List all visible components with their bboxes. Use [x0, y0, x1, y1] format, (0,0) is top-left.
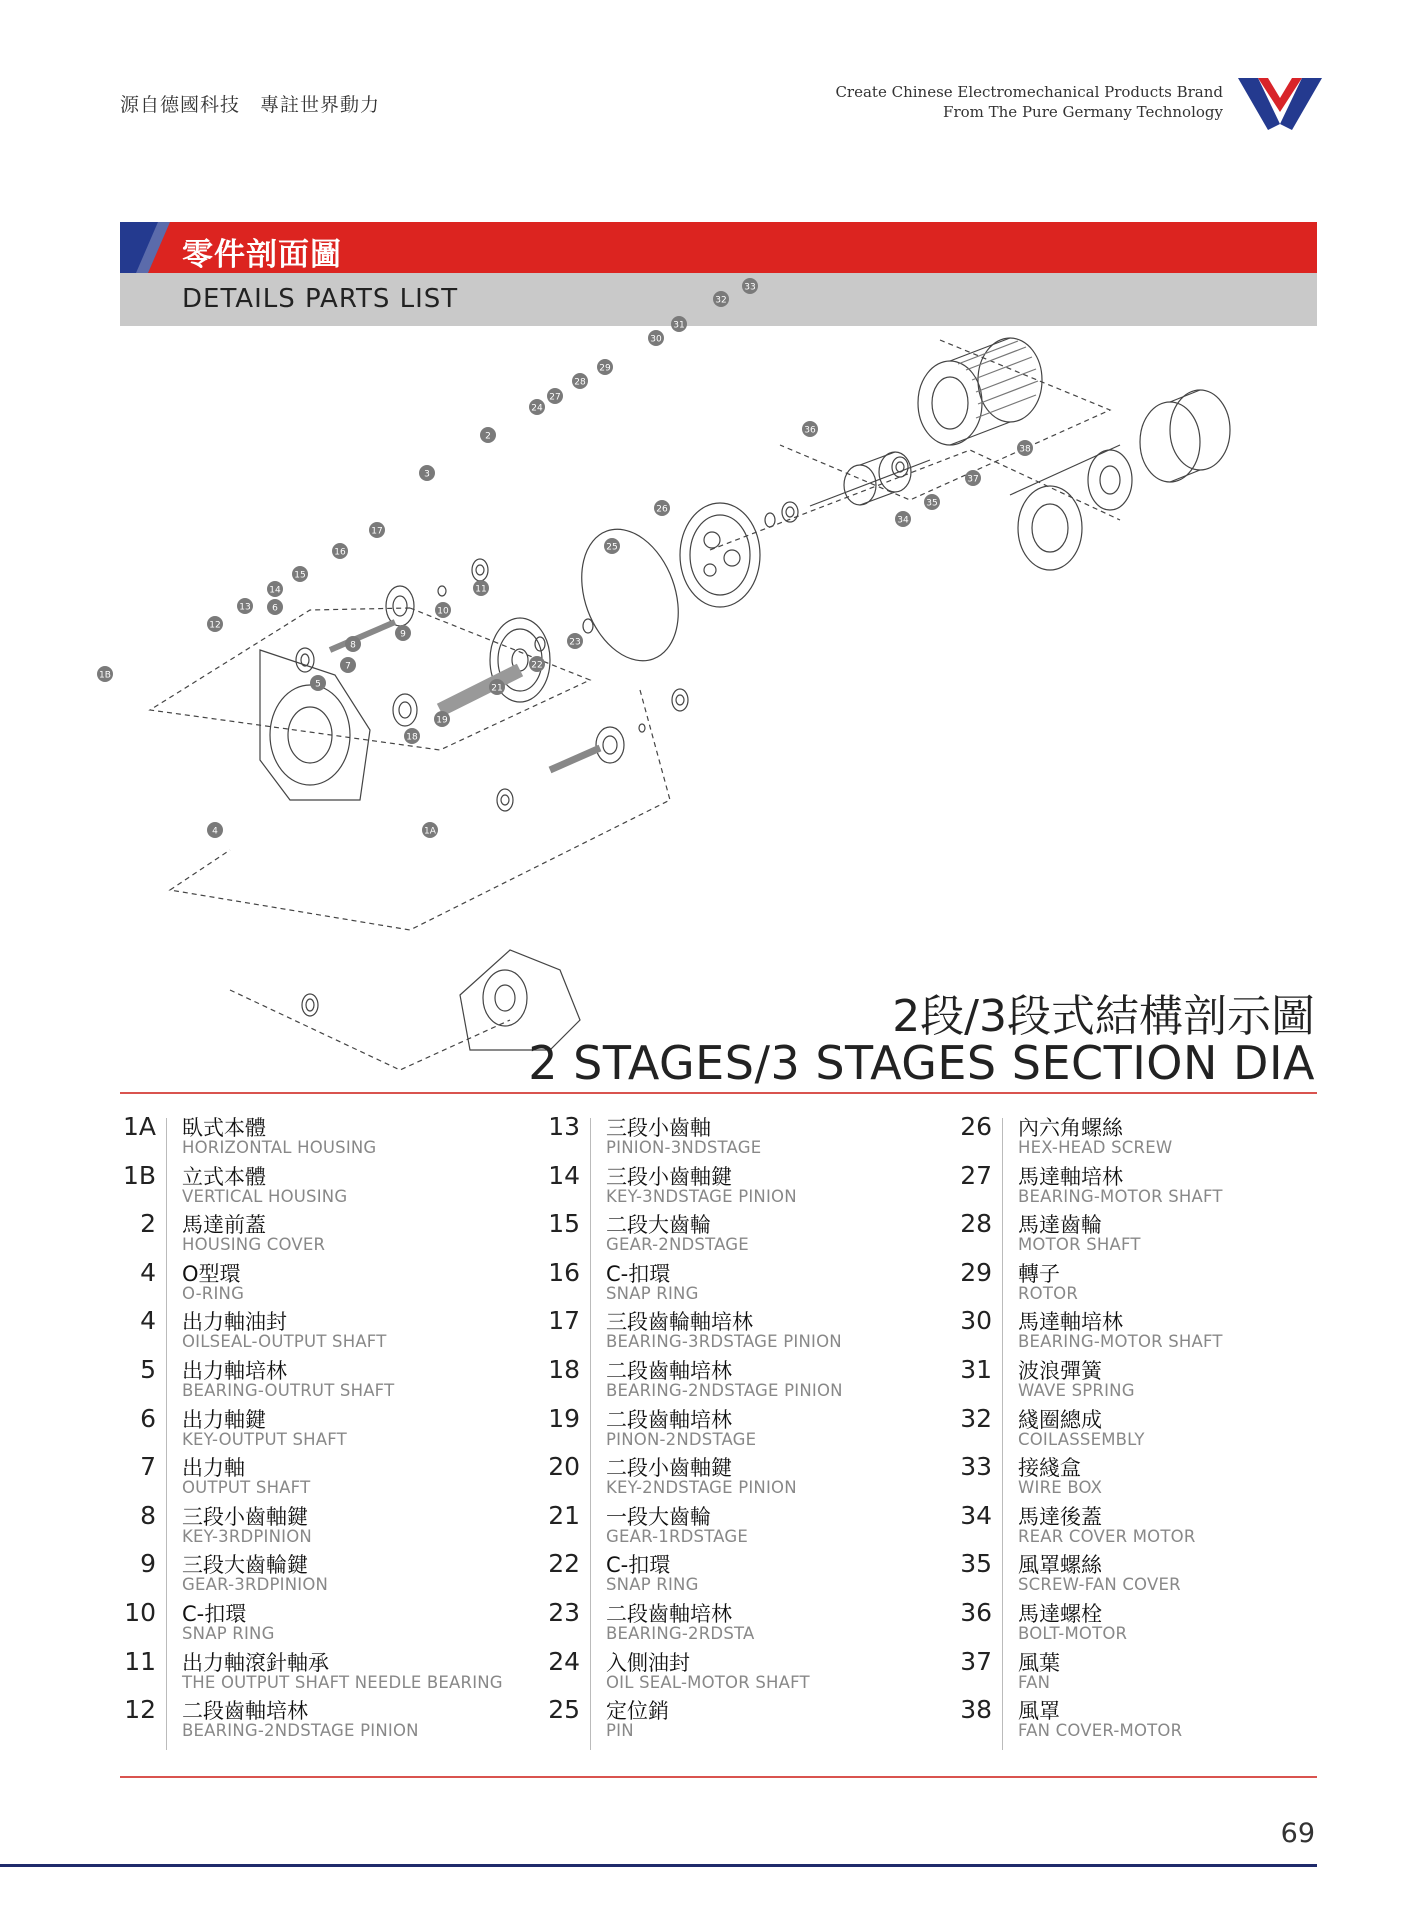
part-name-cn: 波浪彈簧 [1018, 1358, 1102, 1383]
part-row [940, 1693, 1360, 1742]
part-row [940, 1499, 1360, 1548]
part-number: 10 [124, 1597, 156, 1627]
part-name-en: MOTOR SHAFT [1018, 1235, 1141, 1255]
part-name-en: BEARING-MOTOR SHAFT [1018, 1332, 1223, 1352]
callout-label: 32 [715, 295, 727, 306]
part-number: 13 [548, 1112, 580, 1141]
callout-12 [207, 616, 223, 632]
callout-33 [742, 278, 758, 294]
part-row [940, 1159, 1360, 1208]
callout-11 [473, 580, 489, 596]
callout-28 [572, 373, 588, 389]
part-name-en: OIL SEAL-MOTOR SHAFT [606, 1672, 810, 1692]
logo-left-blue [1238, 78, 1280, 130]
part-name-cn: 綫圈總成 [1018, 1407, 1102, 1432]
part-name-cn: 馬達齒輪 [1018, 1213, 1102, 1238]
part-name-en: BEARING-MOTOR SHAFT [1018, 1186, 1223, 1206]
part-name-en: BEARING-3RDSTAGE PINION [606, 1332, 842, 1352]
part-row [940, 1596, 1360, 1645]
part-row [940, 1256, 1360, 1305]
callout-30 [648, 330, 664, 346]
part-name-en: ROTOR [1018, 1283, 1078, 1303]
oil-seal-24 [765, 513, 775, 527]
part-name-en: BEARING-2NDSTAGE PINION [182, 1721, 419, 1741]
part-number: 12 [124, 1695, 156, 1725]
snap-ring-16 [438, 586, 446, 596]
part-row [528, 1645, 948, 1694]
fan-cover [1170, 390, 1230, 470]
o-ring-3 [564, 516, 695, 675]
needle-bearing-11 [583, 619, 593, 633]
part-number: 22 [548, 1549, 580, 1579]
part-name-en: PIN [606, 1721, 634, 1741]
parts-column-2 [528, 1110, 948, 1742]
part-name-cn: C-扣環 [606, 1553, 671, 1578]
part-number: 19 [548, 1403, 580, 1433]
callout-label: 37 [967, 474, 979, 485]
part-row [940, 1645, 1360, 1694]
callout-22 [529, 656, 545, 672]
part-number: 35 [960, 1549, 992, 1579]
callout-label: 24 [531, 403, 543, 414]
part-name-en: BEARING-2RDSTA [606, 1623, 755, 1643]
part-number: 1B [122, 1160, 156, 1190]
part-name-en: FAN [1018, 1672, 1051, 1692]
part-name-cn: 出力軸培林 [182, 1358, 287, 1383]
part-name-cn: 臥式本體 [182, 1116, 266, 1140]
callout-label: 17 [371, 526, 383, 537]
callout-label: 25 [606, 542, 618, 553]
callout-label: 18 [406, 732, 418, 743]
callout-1A [422, 822, 438, 838]
dashed-outline-fan [710, 450, 1120, 550]
part-row [104, 1256, 524, 1305]
callout-4 [207, 822, 223, 838]
dashed-outline-motor [780, 340, 1110, 500]
part-name-en: VERTICAL HOUSING [182, 1186, 348, 1206]
part-number: 18 [548, 1354, 580, 1384]
part-name-en: OILSEAL-OUTPUT SHAFT [182, 1332, 387, 1352]
motor-stator-front [918, 361, 982, 445]
part-number: 33 [960, 1452, 992, 1482]
header-slogan: 源自德國科技 專註世界動力 [120, 94, 381, 116]
part-name-cn: 風罩螺絲 [1018, 1553, 1102, 1578]
callout-label: 3 [424, 469, 430, 480]
callout-6 [267, 599, 283, 615]
callout-18 [404, 728, 420, 744]
page-number: 69 [1280, 1818, 1315, 1849]
banner-title-en: DETAILS PARTS LIST [182, 284, 459, 314]
part-number: 20 [548, 1452, 580, 1482]
callout-27 [547, 388, 563, 404]
part-name-en: BEARING-2NDSTAGE PINION [606, 1380, 843, 1400]
callout-label: 28 [574, 377, 586, 388]
output-shaft-7 [440, 670, 520, 710]
dashed-outline-housing [230, 990, 510, 1070]
gear-21 [596, 727, 624, 763]
part-name-en: REAR COVER MOTOR [1018, 1526, 1196, 1546]
part-number: 4 [140, 1257, 156, 1287]
part-number: 36 [960, 1597, 992, 1627]
part-name-cn: 馬達前蓋 [182, 1213, 266, 1238]
part-row [528, 1207, 948, 1256]
callout-label: 16 [334, 547, 346, 558]
callout-label: 13 [239, 602, 251, 613]
callout-3 [419, 465, 435, 481]
callout-23 [567, 633, 583, 649]
part-name-en: KEY-3RDPINION [182, 1526, 312, 1546]
callout-label: 30 [650, 334, 662, 345]
part-number: 2 [140, 1209, 156, 1239]
part-row [940, 1110, 1360, 1159]
part-row [528, 1450, 948, 1499]
callout-38 [1017, 440, 1033, 456]
motor-stator-back [978, 338, 1042, 422]
fan-37 [1088, 450, 1132, 510]
part-name-cn: 馬達軸培林 [1018, 1310, 1123, 1335]
banner-title-cn: 零件剖面圖 [182, 237, 342, 273]
callout-label: 36 [804, 425, 816, 436]
part-name-cn: 轉子 [1018, 1261, 1060, 1286]
part-name-cn: 三段小齒軸 [606, 1116, 711, 1140]
part-name-en: SNAP RING [606, 1575, 699, 1595]
callout-label: 26 [656, 504, 668, 515]
rotor-core [844, 465, 876, 505]
part-row [528, 1256, 948, 1305]
part-name-en: OUTPUT SHAFT [182, 1478, 311, 1498]
callout-layer [97, 278, 1033, 838]
callout-label: 21 [491, 683, 503, 694]
part-name-cn: 馬達螺栓 [1018, 1601, 1102, 1626]
part-name-cn: 接綫盒 [1018, 1456, 1081, 1481]
part-row [528, 1110, 948, 1159]
bearing-30 [892, 457, 908, 477]
part-name-en: THE OUTPUT SHAFT NEEDLE BEARING [182, 1672, 503, 1692]
part-row [940, 1547, 1360, 1596]
part-number: 28 [960, 1209, 992, 1239]
callout-13 [237, 598, 253, 614]
part-row [104, 1207, 524, 1256]
part-name-en: FAN COVER-MOTOR [1018, 1721, 1183, 1741]
part-row [104, 1499, 524, 1548]
part-name-en: PINION-3NDSTAGE [606, 1138, 762, 1157]
part-name-cn: 二段齒軸培林 [606, 1407, 732, 1432]
part-number: 29 [960, 1257, 992, 1287]
part-name-en: PINON-2NDSTAGE [606, 1429, 757, 1449]
part-name-cn: 風葉 [1018, 1650, 1060, 1675]
callout-label: 22 [531, 660, 543, 671]
part-name-en: HEX-HEAD SCREW [1018, 1138, 1173, 1157]
part-name-cn: 出力軸鍵 [182, 1407, 266, 1432]
part-name-en: WIRE BOX [1018, 1478, 1103, 1498]
callout-label: 31 [673, 320, 685, 331]
part-row [104, 1596, 524, 1645]
callout-label: 23 [569, 637, 581, 648]
part-name-cn: 三段小齒軸鍵 [606, 1164, 732, 1189]
vertical-housing-1B [260, 650, 370, 800]
callout-5 [310, 675, 326, 691]
part-name-cn: 出力軸油封 [182, 1310, 287, 1335]
callout-15 [292, 566, 308, 582]
section-title-cn: 2段/3段式結構剖示圖 [892, 991, 1315, 1042]
part-name-cn: 立式本體 [182, 1164, 266, 1189]
header-brand-tagline [835, 82, 1223, 122]
part-row [104, 1304, 524, 1353]
snap-ring-22 [639, 724, 645, 732]
part-number: 23 [548, 1597, 580, 1627]
part-name-cn: 三段小齒軸鍵 [182, 1504, 308, 1529]
callout-label: 4 [212, 826, 218, 837]
parts-top-rule [120, 1092, 1317, 1094]
part-name-en: KEY-2NDSTAGE PINION [606, 1478, 797, 1498]
part-name-cn: 內六角螺絲 [1018, 1116, 1123, 1140]
tagline-line-2: From The Pure Germany Technology [943, 103, 1223, 121]
part-row [104, 1693, 524, 1742]
part-number: 1A [122, 1112, 156, 1141]
brand-logo [1238, 74, 1322, 130]
footer-line [0, 1864, 1317, 1867]
part-number: 32 [960, 1403, 992, 1433]
part-number: 16 [548, 1257, 580, 1287]
part-name-cn: 二段齒軸培林 [182, 1699, 308, 1724]
part-row [528, 1693, 948, 1742]
part-name-cn: 三段齒輪軸培林 [606, 1310, 753, 1335]
part-row [104, 1450, 524, 1499]
tagline-line-1: Create Chinese Electromechanical Products Brand [835, 83, 1223, 101]
part-number: 21 [548, 1500, 580, 1530]
parts-column-1 [104, 1110, 524, 1742]
callout-21 [489, 679, 505, 695]
part-name-cn: 二段齒軸培林 [606, 1601, 732, 1626]
callout-label: 35 [926, 498, 938, 509]
motor-stator-bore [932, 377, 968, 429]
oil-seal-4 [302, 994, 318, 1016]
part-name-en: SNAP RING [182, 1623, 275, 1643]
callout-label: 38 [1019, 444, 1031, 455]
motor-fins [958, 341, 1038, 418]
bearing-23 [672, 689, 688, 711]
callout-10 [435, 602, 451, 618]
part-number: 38 [960, 1695, 992, 1725]
part-row [528, 1499, 948, 1548]
part-name-cn: 二段齒軸培林 [606, 1358, 732, 1383]
part-name-en: BEARING-OUTRUT SHAFT [182, 1380, 395, 1400]
part-name-en: SNAP RING [606, 1283, 699, 1303]
callout-26 [654, 500, 670, 516]
callout-37 [965, 470, 981, 486]
callout-17 [369, 522, 385, 538]
part-name-en: KEY-OUTPUT SHAFT [182, 1429, 347, 1449]
callout-label: 6 [272, 603, 278, 614]
callout-16 [332, 543, 348, 559]
callout-label: 27 [549, 392, 561, 403]
callout-label: 14 [269, 585, 281, 596]
callout-label: 33 [744, 282, 756, 293]
callout-label: 10 [437, 606, 449, 617]
callout-label: 15 [294, 570, 306, 581]
part-number: 31 [960, 1354, 992, 1384]
part-row [940, 1402, 1360, 1451]
callout-25 [604, 538, 620, 554]
part-row [104, 1159, 524, 1208]
part-number: 8 [140, 1500, 156, 1530]
callout-label: 29 [599, 363, 611, 374]
callout-1B [97, 666, 113, 682]
part-row [104, 1402, 524, 1451]
callout-34 [895, 511, 911, 527]
shaft-13 [330, 622, 395, 650]
parts-column-3 [940, 1110, 1360, 1742]
dashed-outline-lower [170, 690, 670, 930]
part-row [528, 1304, 948, 1353]
part-name-cn: O型環 [182, 1261, 241, 1286]
part-number: 5 [140, 1354, 156, 1384]
part-name-en: HOUSING COVER [182, 1235, 326, 1255]
part-row [528, 1402, 948, 1451]
callout-label: 8 [350, 640, 356, 651]
callout-label: 34 [897, 515, 909, 526]
part-number: 17 [548, 1306, 580, 1336]
gear-15 [386, 586, 414, 626]
part-name-cn: 馬達後蓋 [1018, 1504, 1102, 1529]
part-name-en: KEY-3NDSTAGE PINION [606, 1186, 797, 1206]
part-number: 27 [960, 1160, 992, 1190]
part-row [528, 1547, 948, 1596]
part-number: 9 [140, 1549, 156, 1579]
part-name-en: GEAR-1RDSTAGE [606, 1526, 748, 1546]
part-name-cn: 二段大齒輪 [606, 1213, 711, 1238]
part-name-cn: C-扣環 [606, 1261, 671, 1286]
callout-7 [340, 657, 356, 673]
part-number: 30 [960, 1306, 992, 1336]
callout-2 [480, 427, 496, 443]
part-number: 14 [548, 1160, 580, 1190]
part-row [528, 1353, 948, 1402]
callout-35 [924, 494, 940, 510]
part-name-cn: 風罩 [1018, 1699, 1060, 1724]
callout-32 [713, 291, 729, 307]
part-number: 24 [548, 1646, 580, 1676]
callout-9 [395, 625, 411, 641]
part-name-en: COILASSEMBLY [1018, 1429, 1145, 1449]
callout-label: 7 [345, 661, 351, 672]
logo-right-blue [1280, 78, 1322, 130]
callout-24 [529, 399, 545, 415]
section-title-en: 2 STAGES/3 STAGES SECTION DIA [528, 1036, 1315, 1090]
callout-label: 9 [400, 629, 406, 640]
part-row [528, 1159, 948, 1208]
callout-8 [345, 636, 361, 652]
part-name-cn: 出力軸 [182, 1456, 245, 1481]
banner-accent-slash [120, 222, 170, 273]
part-name-cn: C-扣環 [182, 1601, 247, 1626]
callout-31 [671, 316, 687, 332]
diagram-linework [150, 338, 1230, 1070]
part-row [940, 1450, 1360, 1499]
bearing-17 [472, 559, 488, 581]
callout-label: 1B [99, 670, 111, 681]
part-name-cn: 二段小齒軸鍵 [606, 1456, 732, 1481]
part-row [104, 1645, 524, 1694]
part-name-cn: 三段大齒輪鍵 [182, 1553, 308, 1578]
housing-cover [680, 503, 760, 607]
part-row [104, 1547, 524, 1596]
rear-cover-34 [1018, 486, 1082, 570]
part-number: 37 [960, 1646, 992, 1676]
part-number: 15 [548, 1209, 580, 1239]
callout-label: 2 [485, 431, 491, 442]
bearing-18 [497, 789, 513, 811]
callout-label: 5 [315, 679, 321, 690]
part-number: 11 [124, 1646, 156, 1676]
part-row [940, 1304, 1360, 1353]
callout-label: 19 [436, 715, 448, 726]
part-name-en: BOLT-MOTOR [1018, 1623, 1128, 1643]
part-row [104, 1353, 524, 1402]
part-name-cn: 入側油封 [606, 1650, 690, 1675]
callout-label: 1A [424, 826, 436, 837]
part-number: 34 [960, 1500, 992, 1530]
part-row [528, 1596, 948, 1645]
callout-label: 11 [475, 584, 487, 595]
callout-14 [267, 581, 283, 597]
part-name-cn: 馬達軸培林 [1018, 1164, 1123, 1189]
part-number: 7 [140, 1452, 156, 1482]
part-name-cn: 一段大齒輪 [606, 1504, 711, 1529]
part-number: 26 [960, 1112, 992, 1141]
bearing-12 [296, 648, 314, 672]
part-name-en: O-RING [182, 1283, 245, 1303]
callout-19 [434, 711, 450, 727]
part-name-en: HORIZONTAL HOUSING [182, 1138, 377, 1157]
pinion-19 [550, 748, 600, 770]
part-name-cn: 出力軸滾針軸承 [182, 1650, 329, 1675]
callout-29 [597, 359, 613, 375]
part-row [104, 1110, 524, 1159]
part-number: 25 [548, 1695, 580, 1725]
part-name-en: GEAR-2NDSTAGE [606, 1235, 749, 1255]
part-name-en: WAVE SPRING [1018, 1380, 1135, 1400]
part-number: 6 [140, 1403, 156, 1433]
part-name-cn: 定位銷 [606, 1699, 669, 1724]
part-name-en: SCREW-FAN COVER [1018, 1575, 1181, 1595]
part-row [940, 1353, 1360, 1402]
part-number: 4 [140, 1306, 156, 1336]
bearing-5 [393, 694, 417, 726]
parts-list [0, 1110, 1405, 1760]
callout-label: 12 [209, 620, 221, 631]
part-name-en: GEAR-3RDPINION [182, 1575, 329, 1595]
parts-bottom-rule [120, 1776, 1317, 1778]
part-row [940, 1207, 1360, 1256]
callout-36 [802, 421, 818, 437]
